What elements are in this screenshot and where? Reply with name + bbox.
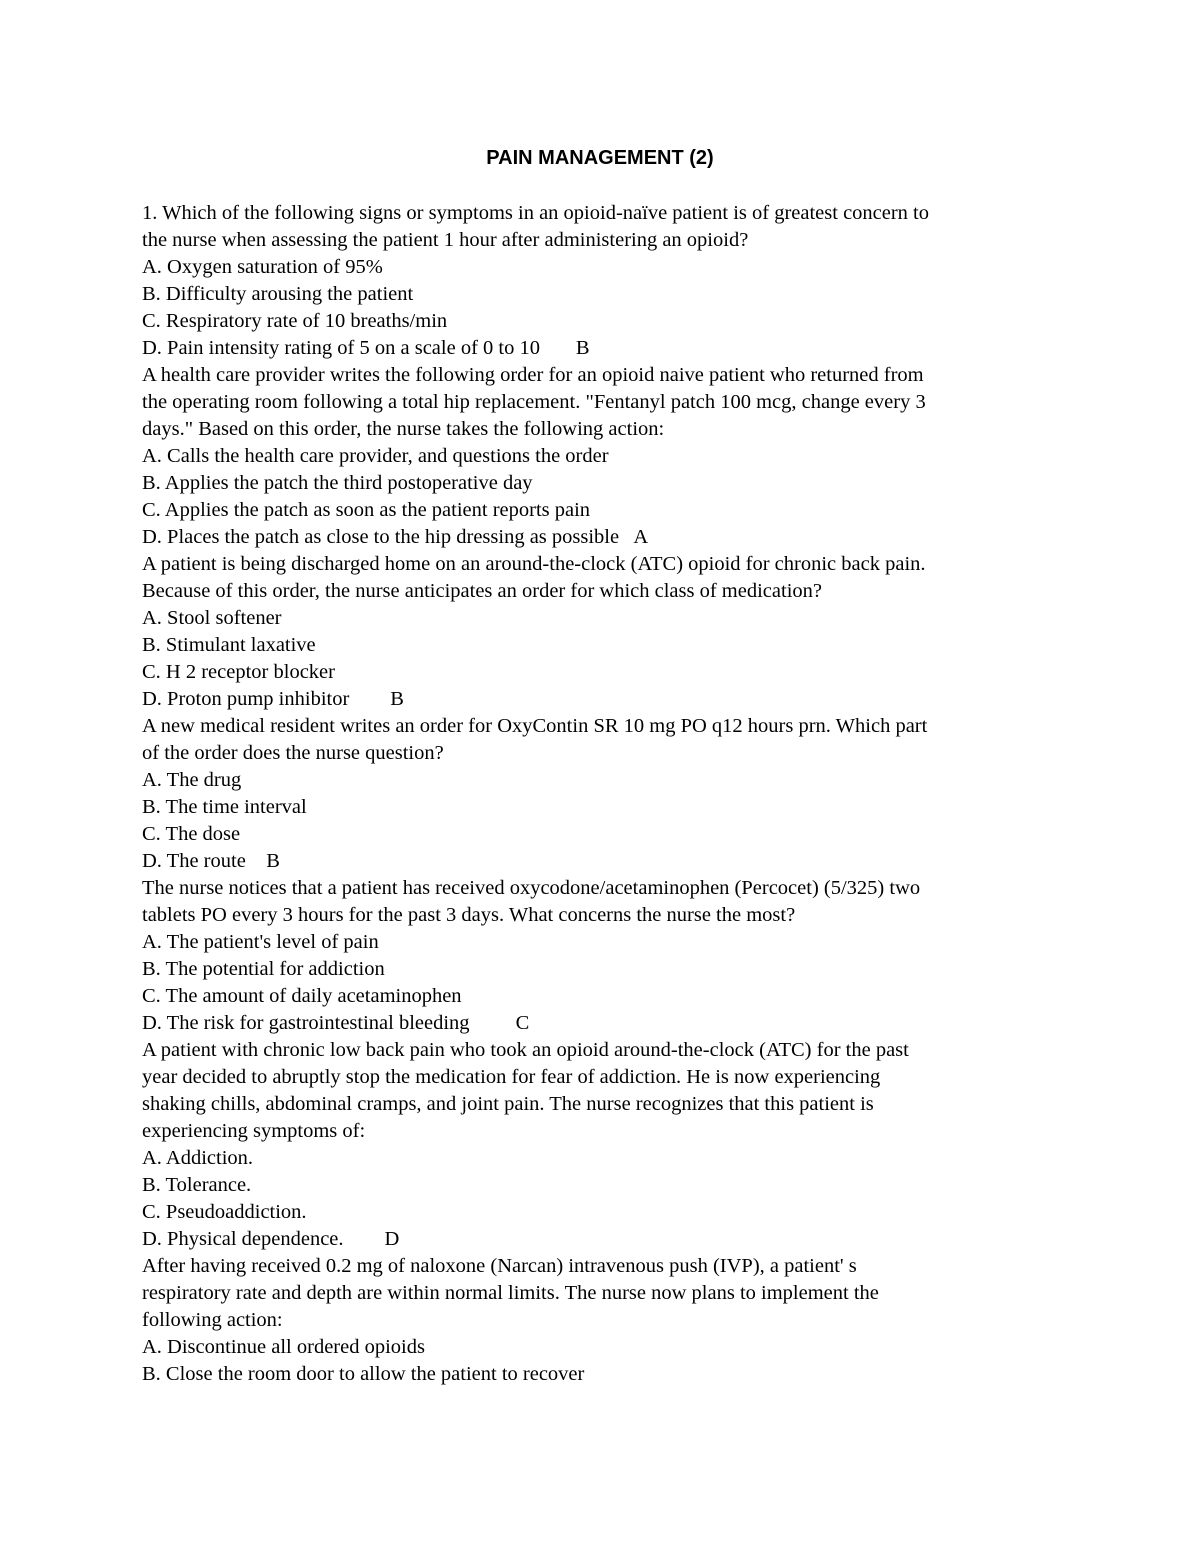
text-line: D. The risk for gastrointestinal bleeding C [142, 1012, 530, 1034]
text-line: A patient is being discharged home on an around-the-clock (ATC) opioid for chronic back pain. [142, 553, 926, 575]
text-line: B. Close the room door to allow the patient to recover [142, 1363, 585, 1385]
text-line: of the order does the nurse question? [142, 742, 444, 764]
text-line: following action: [142, 1309, 283, 1331]
text-line: B. The potential for addiction [142, 958, 385, 980]
text-line: A health care provider writes the following order for an opioid naive patient who returned from [142, 364, 924, 386]
text-line: C. Pseudoaddiction. [142, 1201, 307, 1223]
text-line: D. Proton pump inhibitor B [142, 688, 404, 710]
text-line: Because of this order, the nurse anticipates an order for which class of medication? [142, 580, 822, 602]
text-line: tablets PO every 3 hours for the past 3 days. What concerns the nurse the most? [142, 904, 796, 926]
text-line: year decided to abruptly stop the medication for fear of addiction. He is now experiencing [142, 1066, 881, 1088]
text-line: A. Stool softener [142, 607, 282, 629]
text-line: respiratory rate and depth are within normal limits. The nurse now plans to implement the [142, 1282, 879, 1304]
text-line: B. Applies the patch the third postoperative day [142, 472, 533, 494]
text-line: 1. Which of the following signs or symptoms in an opioid-naïve patient is of greatest concern to [142, 202, 930, 224]
text-line: The nurse notices that a patient has received oxycodone/acetaminophen (Percocet) (5/325) two [142, 877, 921, 899]
text-line: C. The dose [142, 823, 241, 845]
text-line: A. Addiction. [142, 1147, 254, 1169]
text-line: C. The amount of daily acetaminophen [142, 985, 462, 1007]
text-line: A new medical resident writes an order for OxyContin SR 10 mg PO q12 hours prn. Which part [142, 715, 928, 737]
text-line: B. Stimulant laxative [142, 634, 316, 656]
text-line: A. Oxygen saturation of 95% [142, 256, 383, 278]
text-line: A. The drug [142, 769, 242, 791]
text-line: D. Pain intensity rating of 5 on a scale of 0 to 10 B [142, 337, 590, 359]
text-line: days." Based on this order, the nurse takes the following action: [142, 418, 665, 440]
text-line: A patient with chronic low back pain who took an opioid around-the-clock (ATC) for the past [142, 1039, 909, 1061]
text-line: D. Physical dependence. D [142, 1228, 400, 1250]
text-line: A. The patient's level of pain [142, 931, 379, 953]
document-body [142, 200, 1062, 1388]
text-line: the nurse when assessing the patient 1 hour after administering an opioid? [142, 229, 749, 251]
text-line: C. H 2 receptor blocker [142, 661, 335, 683]
text-line: A. Calls the health care provider, and questions the order [142, 445, 609, 467]
text-line: D. The route B [142, 850, 280, 872]
text-line: experiencing symptoms of: [142, 1120, 366, 1142]
text-line: C. Respiratory rate of 10 breaths/min [142, 310, 448, 332]
text-line: D. Places the patch as close to the hip dressing as possible A [142, 526, 649, 548]
text-line: B. The time interval [142, 796, 307, 818]
text-line: B. Tolerance. [142, 1174, 252, 1196]
page-title: PAIN MANAGEMENT (2) [486, 147, 714, 169]
text-line: A. Discontinue all ordered opioids [142, 1336, 425, 1358]
text-line: C. Applies the patch as soon as the patient reports pain [142, 499, 591, 521]
text-line: After having received 0.2 mg of naloxone (Narcan) intravenous push (IVP), a patient' s [142, 1255, 857, 1277]
text-line: B. Difficulty arousing the patient [142, 283, 414, 305]
text-line: the operating room following a total hip replacement. "Fentanyl patch 100 mcg, change every 3 [142, 391, 926, 413]
text-line: shaking chills, abdominal cramps, and joint pain. The nurse recognizes that this patient is [142, 1093, 874, 1115]
